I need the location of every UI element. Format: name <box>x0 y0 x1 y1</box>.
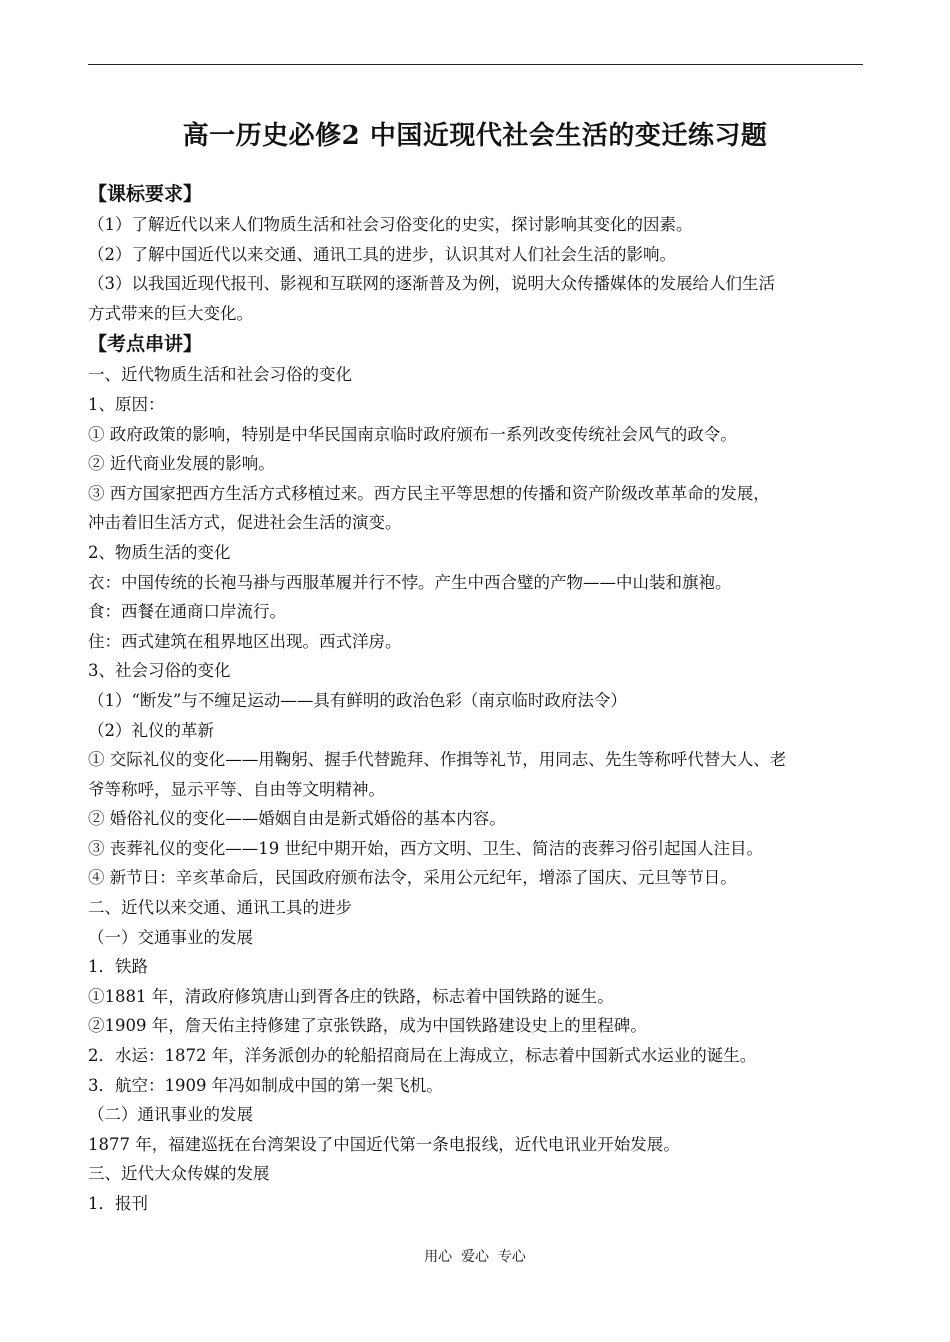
text-line: （1）“断发”与不缠足运动——具有鲜明的政治色彩（南京临时政府法令） <box>88 690 627 710</box>
text-line: ④ 新节日：辛亥革命后，民国政府颁布法令，采用公元纪年，增添了国庆、元旦等节日。 <box>88 868 737 888</box>
section-curriculum-requirements <box>88 178 868 328</box>
text-line: （2）礼仪的革新 <box>88 720 214 740</box>
text-line: 3．航空：1909 年冯如制成中国的第一架飞机。 <box>88 1075 443 1095</box>
text-line: （3）以我国近现代报刊、影视和互联网的逐渐普及为例，说明大众传播媒体的发展给人们生活 <box>88 274 775 294</box>
text-line: 2．水运：1872 年，洋务派创办的轮船招商局在上海成立，标志着中国新式水运业的诞生。 <box>88 1046 757 1066</box>
document-body <box>88 178 868 1219</box>
text-line: 冲击着旧生活方式，促进社会生活的演变。 <box>88 513 402 533</box>
text-line: 2、物质生活的变化 <box>88 542 231 562</box>
text-line: 1．铁路 <box>88 957 148 977</box>
text-line: ③ 西方国家把西方生活方式移植过来。西方民主平等思想的传播和资产阶级改革革命的发展， <box>88 483 770 503</box>
text-line: 食：西餐在通商口岸流行。 <box>88 602 286 622</box>
text-line: 方式带来的巨大变化。 <box>88 303 253 323</box>
text-line: ② 近代商业发展的影响。 <box>88 454 275 474</box>
text-line: （1）了解近代以来人们物质生活和社会习俗变化的史实，探讨影响其变化的因素。 <box>88 215 693 234</box>
text-line: 3、社会习俗的变化 <box>88 661 231 681</box>
header-rule <box>88 64 863 65</box>
text-line: ②1909 年，詹天佑主持修建了京张铁路，成为中国铁路建设史上的里程碑。 <box>88 1016 647 1036</box>
document-title: 高一历史必修2 中国近现代社会生活的变迁练习题 <box>182 121 768 151</box>
text-line: ① 交际礼仪的变化——用鞠躬、握手代替跪拜、作揖等礼节，用同志、先生等称呼代替大人、老 <box>88 750 787 770</box>
text-line: 二、近代以来交通、通讯工具的进步 <box>88 898 352 918</box>
page-footer: 用心 爱心 专心 <box>424 1249 526 1265</box>
text-line: （二）通讯事业的发展 <box>88 1105 253 1125</box>
text-line: ③ 丧葬礼仪的变化——19 世纪中期开始，西方文明、卫生、简洁的丧葬习俗引起国人注目。 <box>88 838 763 858</box>
text-line: 住：西式建筑在租界地区出现。西式洋房。 <box>88 631 402 651</box>
text-line: 1．报刊 <box>88 1194 148 1213</box>
text-line: 1877 年，福建巡抚在台湾架设了中国近代第一条电报线，近代电讯业开始发展。 <box>88 1134 680 1154</box>
text-line: ①1881 年，清政府修筑唐山到胥各庄的铁路，标志着中国铁路的诞生。 <box>88 986 614 1006</box>
text-line: 一、近代物质生活和社会习俗的变化 <box>88 365 352 385</box>
text-line: ② 婚俗礼仪的变化——婚姻自由是新式婚俗的基本内容。 <box>88 809 506 829</box>
text-line: 三、近代大众传媒的发展 <box>88 1164 270 1184</box>
section-heading: 【课标要求】 <box>88 183 203 205</box>
text-line: ① 政府政策的影响，特别是中华民国南京临时政府颁布一系列改变传统社会风气的政令。 <box>88 424 737 444</box>
text-line: 衣：中国传统的长袍马褂与西服革履并行不悖。产生中西合璧的产物——中山装和旗袍。 <box>88 572 732 592</box>
text-line: （2）了解中国近代以来交通、通讯工具的进步，认识其对人们社会生活的影响。 <box>88 244 676 264</box>
text-line: 1、原因： <box>88 394 165 414</box>
section-key-points <box>88 328 868 1218</box>
text-line: （一）交通事业的发展 <box>88 927 253 947</box>
section-heading: 【考点串讲】 <box>88 333 203 356</box>
text-line: 爷等称呼，显示平等、自由等文明精神。 <box>88 779 385 799</box>
